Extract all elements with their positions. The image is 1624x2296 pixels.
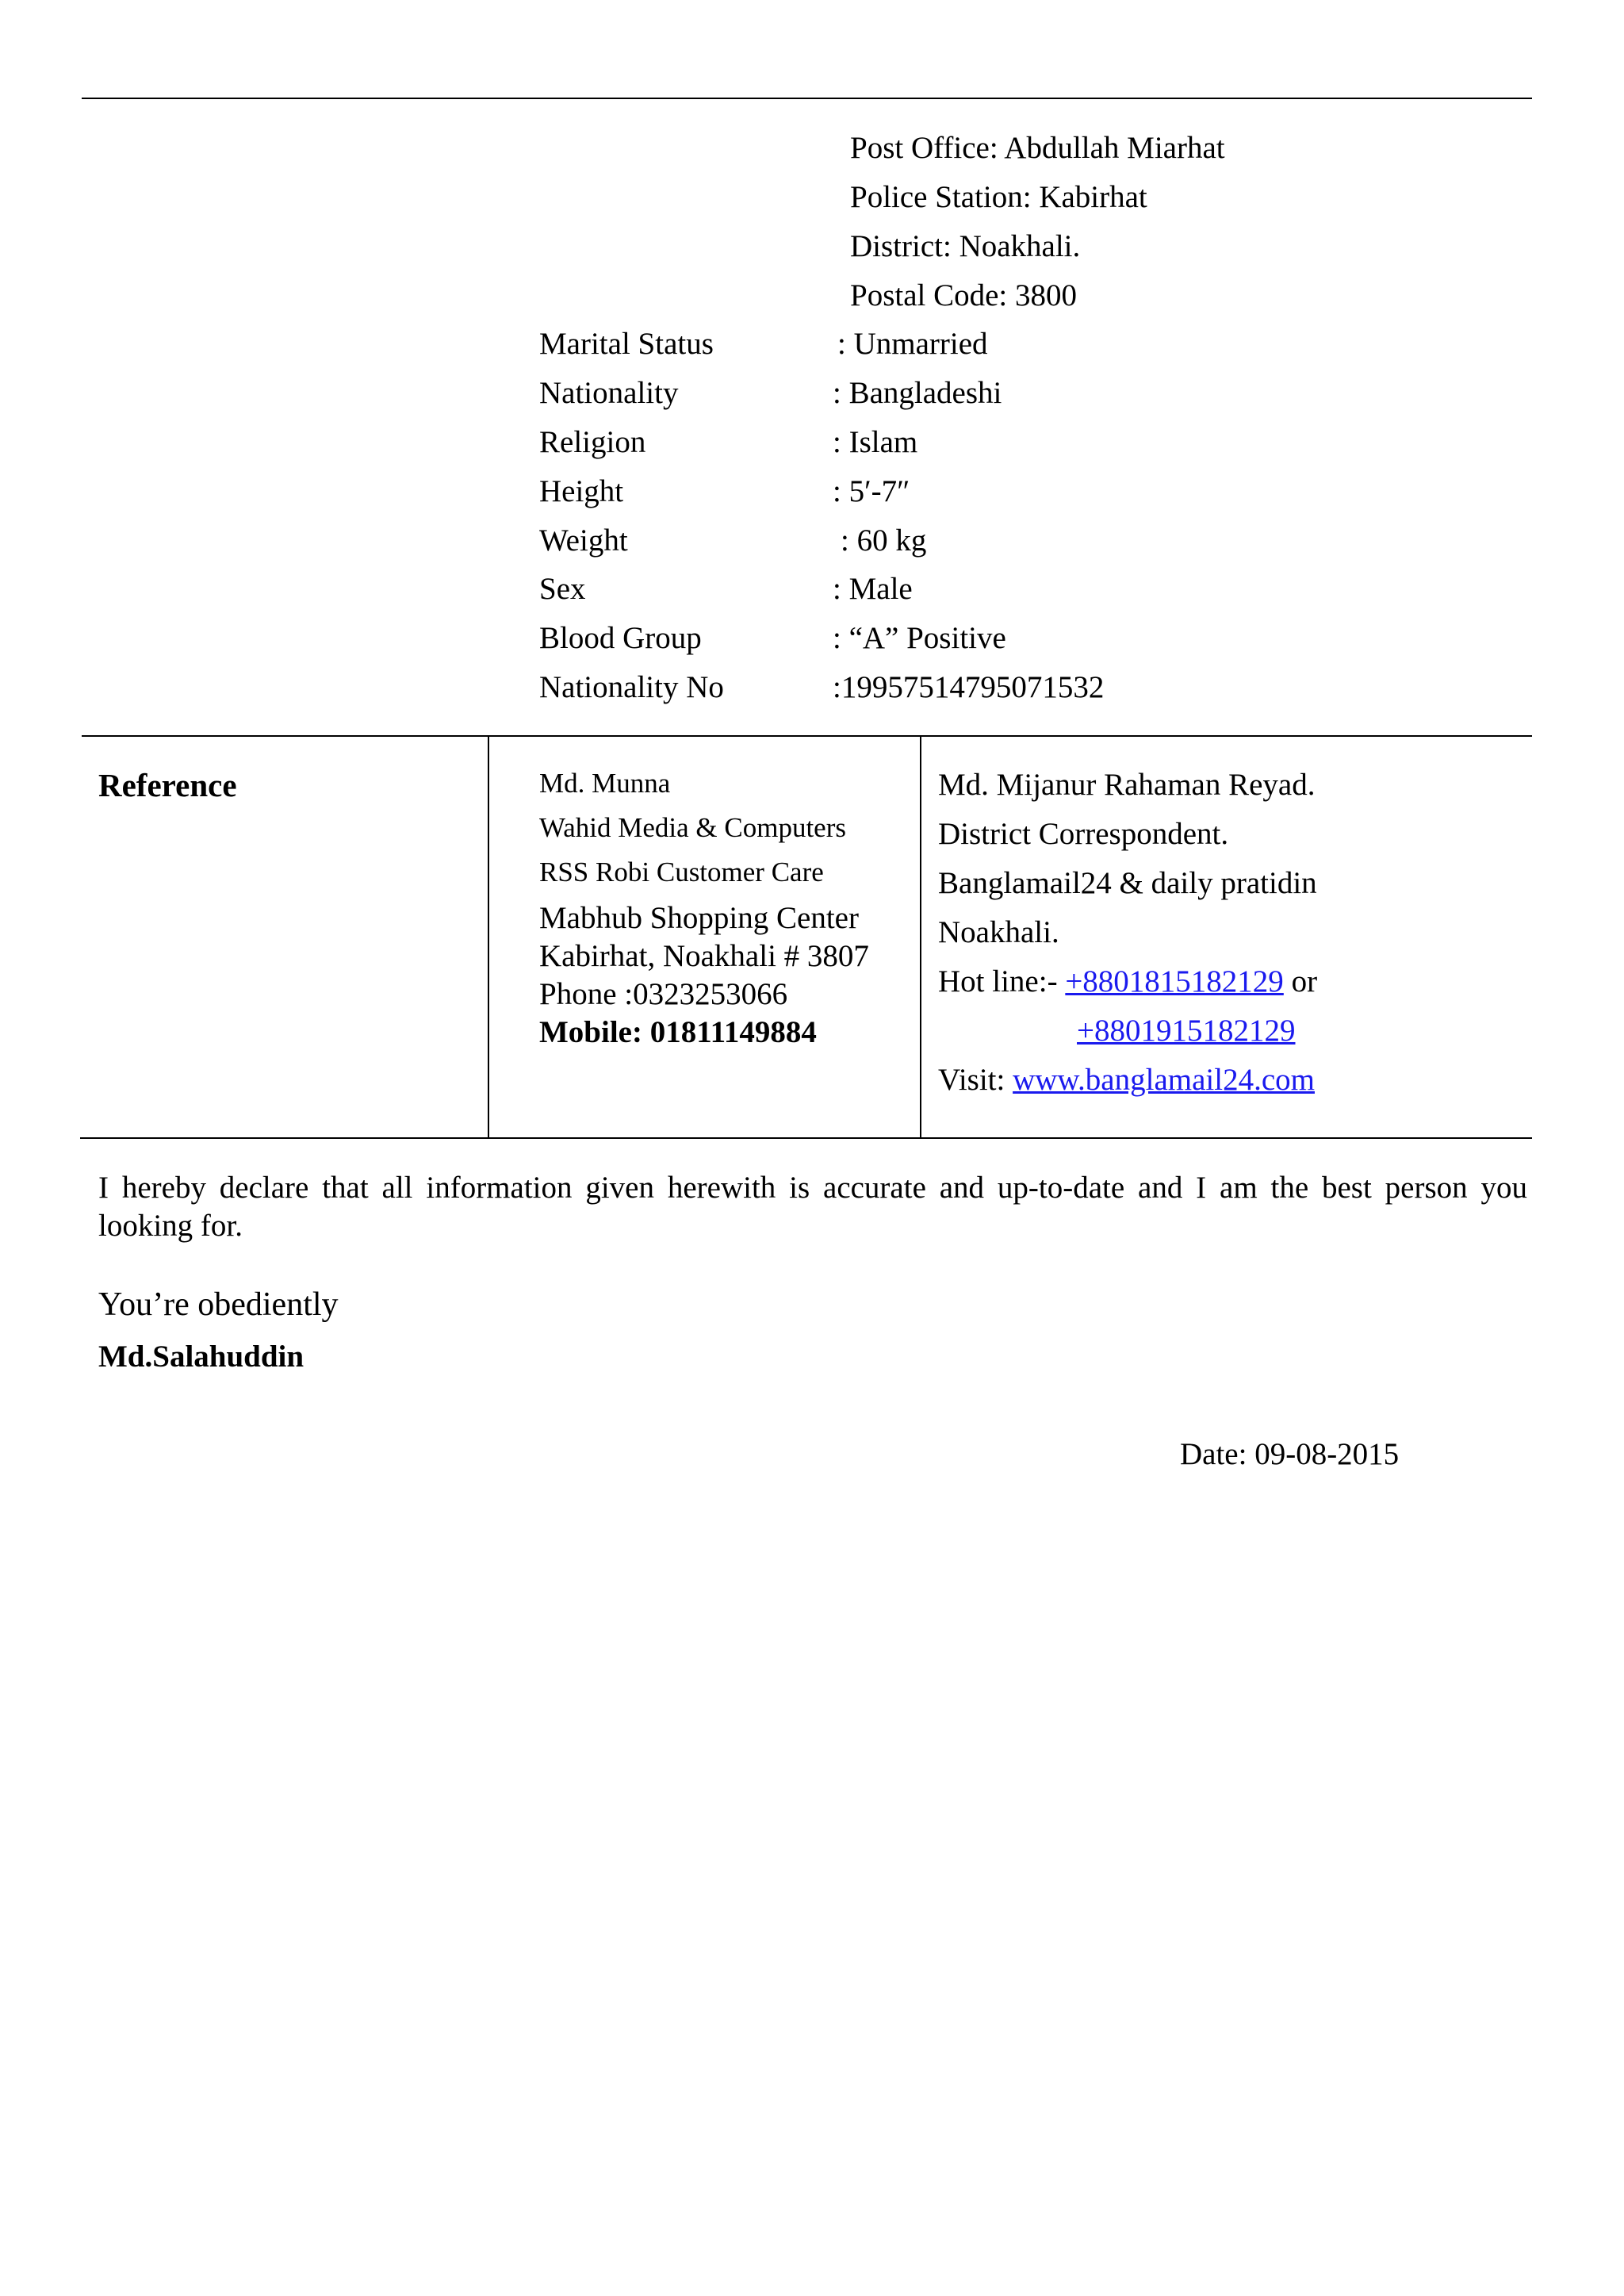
hotline-phone-2-link[interactable]: +8801915182129 [1077, 1014, 1296, 1048]
website-link[interactable]: www.banglamail24.com [1013, 1063, 1315, 1097]
ref2-name: Md. Mijanur Rahaman Reyad. [938, 768, 1316, 802]
ref2-org: Banglamail24 & daily pratidin [938, 866, 1317, 900]
ref1-address-2: Kabirhat, Noakhali # 3807 [539, 939, 869, 973]
reference-heading: Reference [98, 767, 237, 803]
post-office: Post Office: Abdullah Miarhat [850, 131, 1225, 165]
nationality-label: Nationality [539, 376, 679, 410]
blood-group-value: : “A” Positive [833, 621, 1006, 655]
hotline-or: or [1283, 964, 1318, 999]
sex-value: : Male [833, 572, 913, 606]
religion-label: Religion [539, 425, 646, 459]
reference-2 [938, 761, 1317, 1105]
religion-value: : Islam [833, 425, 918, 459]
top-divider [82, 98, 1532, 99]
signature-name: Md.Salahuddin [98, 1340, 304, 1374]
declaration-text: I hereby declare that all information given herewith is accurate and up-to-date and I am the best person you looking for. [98, 1171, 1527, 1243]
reference-divider-1 [488, 735, 489, 1139]
visit-label: Visit: [938, 1063, 1013, 1097]
ref1-name: Md. Munna [539, 768, 671, 799]
ref2-hotline [938, 957, 1317, 1006]
marital-status-value: : Unmarried [837, 327, 988, 361]
ref2-title: District Correspondent. [938, 817, 1229, 851]
weight-value: : 60 kg [841, 523, 927, 558]
nationality-value: : Bangladeshi [833, 376, 1002, 410]
ref2-place: Noakhali. [938, 915, 1059, 949]
reference-1 [539, 761, 869, 1052]
reference-top-border [82, 735, 1532, 737]
reference-divider-2 [920, 735, 921, 1139]
height-label: Height [539, 474, 624, 508]
weight-label: Weight [539, 523, 628, 558]
district: District: Noakhali. [850, 229, 1081, 263]
hotline-phone-1-link[interactable]: +8801815182129 [1065, 964, 1284, 999]
nationality-no-label: Nationality No [539, 670, 724, 704]
height-value: : 5′-7″ [833, 474, 910, 508]
ref2-hotline-2 [938, 1006, 1317, 1056]
hotline-label: Hot line:- [938, 964, 1066, 999]
police-station: Police Station: Kabirhat [850, 180, 1147, 214]
ref1-company: Wahid Media & Computers [539, 812, 846, 843]
ref1-role: RSS Robi Customer Care [539, 857, 824, 887]
blood-group-label: Blood Group [539, 621, 702, 655]
ref2-visit [938, 1056, 1317, 1105]
ref1-mobile: Mobile: 01811149884 [539, 1015, 817, 1049]
sex-label: Sex [539, 572, 586, 606]
postal-code: Postal Code: 3800 [850, 278, 1078, 312]
ref1-address-1: Mabhub Shopping Center [539, 901, 859, 935]
date-text: Date: 09-08-2015 [1180, 1437, 1400, 1471]
closing-text: You’re obediently [98, 1286, 339, 1323]
reference-bottom-border [80, 1137, 1532, 1139]
ref1-phone: Phone :0323253066 [539, 977, 788, 1011]
nationality-no-value: :19957514795071532 [833, 670, 1105, 704]
marital-status-label: Marital Status [539, 327, 714, 361]
